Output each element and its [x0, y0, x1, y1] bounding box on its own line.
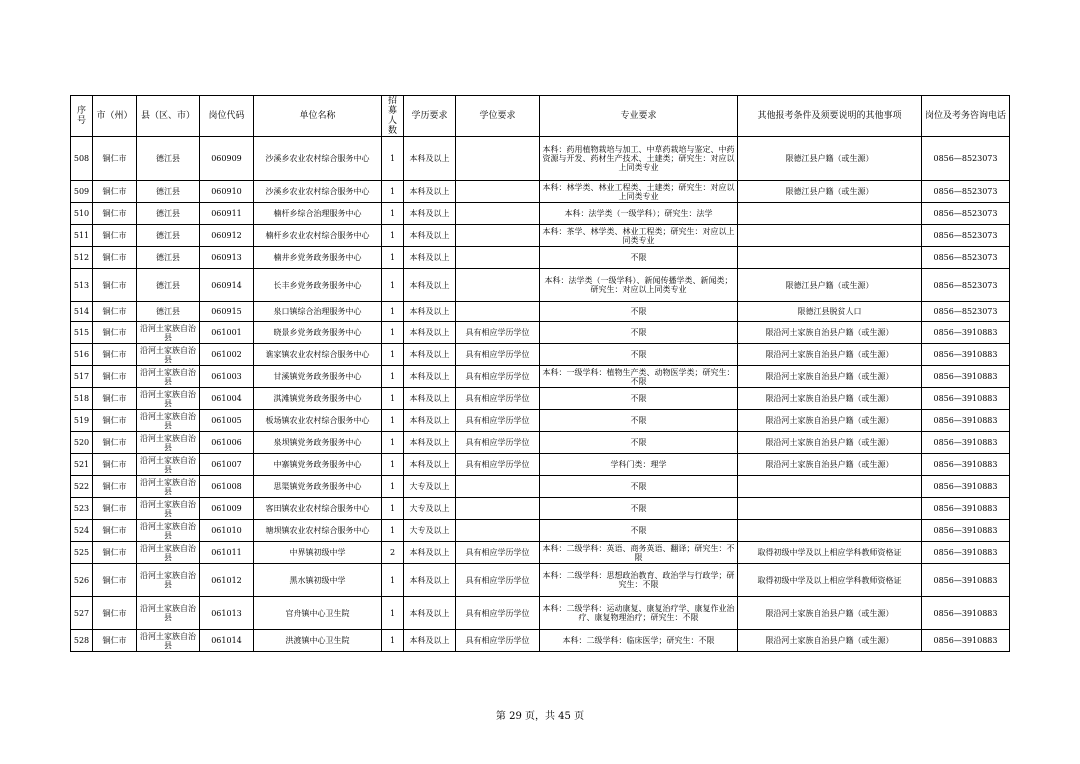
- cell-unit: 长丰乡党务政务服务中心: [254, 269, 382, 302]
- table-row: [71, 366, 1010, 388]
- cell-degree: 具有相应学历学位: [456, 344, 540, 366]
- cell-major: 本科：药用植物栽培与加工、中草药栽培与鉴定、中药资源与开发、药材生产技术、土建类；研究生：对应以上同类专业: [540, 137, 738, 181]
- cell-degree: [456, 203, 540, 225]
- cell-degree: [456, 247, 540, 269]
- cell-county: 德江县: [137, 247, 200, 269]
- cell-unit: 官舟镇中心卫生院: [254, 597, 382, 630]
- cell-city: 铜仁市: [93, 454, 137, 476]
- cell-county: 德江县: [137, 203, 200, 225]
- cell-phone: 0856—8523073: [922, 302, 1010, 322]
- cell-county: 沿河土家族自治县: [137, 344, 200, 366]
- table-row: [71, 597, 1010, 630]
- cell-unit: 楠井乡党务政务服务中心: [254, 247, 382, 269]
- cell-num: 1: [382, 388, 404, 410]
- cell-other: 限沿河土家族自治县户籍（或生源）: [738, 322, 922, 344]
- cell-no: 508: [71, 137, 93, 181]
- cell-other: 限德江县户籍（或生源）: [738, 137, 922, 181]
- cell-degree: 具有相应学历学位: [456, 432, 540, 454]
- cell-county: 德江县: [137, 137, 200, 181]
- cell-num: 1: [382, 247, 404, 269]
- cell-unit: 中界镇初级中学: [254, 542, 382, 564]
- cell-city: 铜仁市: [93, 203, 137, 225]
- cell-county: 德江县: [137, 269, 200, 302]
- cell-other: 限沿河土家族自治县户籍（或生源）: [738, 366, 922, 388]
- cell-phone: 0856—3910883: [922, 454, 1010, 476]
- cell-edu: 本科及以上: [404, 344, 456, 366]
- cell-code: 060909: [200, 137, 254, 181]
- header-degree: 学位要求: [456, 96, 540, 137]
- cell-phone: 0856—8523073: [922, 269, 1010, 302]
- cell-code: 061005: [200, 410, 254, 432]
- table-row: [71, 410, 1010, 432]
- cell-county: 沿河土家族自治县: [137, 454, 200, 476]
- cell-phone: 0856—8523073: [922, 247, 1010, 269]
- cell-phone: 0856—8523073: [922, 203, 1010, 225]
- cell-other: 限德江县脱贫人口: [738, 302, 922, 322]
- cell-other: [738, 203, 922, 225]
- cell-major: 不限: [540, 520, 738, 542]
- cell-phone: 0856—3910883: [922, 432, 1010, 454]
- cell-code: 061002: [200, 344, 254, 366]
- table-row: [71, 564, 1010, 597]
- cell-city: 铜仁市: [93, 520, 137, 542]
- cell-code: 061003: [200, 366, 254, 388]
- cell-edu: 本科及以上: [404, 388, 456, 410]
- cell-degree: 具有相应学历学位: [456, 630, 540, 652]
- cell-edu: 本科及以上: [404, 203, 456, 225]
- table-body: [71, 137, 1010, 652]
- cell-num: 1: [382, 366, 404, 388]
- cell-num: 1: [382, 137, 404, 181]
- cell-num: 1: [382, 203, 404, 225]
- cell-num: 1: [382, 322, 404, 344]
- cell-no: 519: [71, 410, 93, 432]
- cell-major: 本科：二级学科：英语、商务英语、翻译；研究生：不限: [540, 542, 738, 564]
- cell-unit: 甘溪镇党务政务服务中心: [254, 366, 382, 388]
- cell-code: 060914: [200, 269, 254, 302]
- table-row: [71, 542, 1010, 564]
- cell-degree: 具有相应学历学位: [456, 542, 540, 564]
- cell-county: 沿河土家族自治县: [137, 630, 200, 652]
- cell-code: 061014: [200, 630, 254, 652]
- cell-other: [738, 498, 922, 520]
- cell-major: 学科门类：理学: [540, 454, 738, 476]
- cell-no: 520: [71, 432, 93, 454]
- cell-major: 不限: [540, 410, 738, 432]
- cell-edu: 本科及以上: [404, 564, 456, 597]
- header-num: 招募人数: [382, 96, 404, 137]
- cell-no: 526: [71, 564, 93, 597]
- cell-major: 不限: [540, 344, 738, 366]
- positions-table: [70, 95, 1010, 652]
- cell-no: 517: [71, 366, 93, 388]
- table-header-row: [71, 96, 1010, 137]
- cell-city: 铜仁市: [93, 597, 137, 630]
- cell-no: 511: [71, 225, 93, 247]
- cell-other: [738, 520, 922, 542]
- cell-phone: 0856—3910883: [922, 542, 1010, 564]
- cell-phone: 0856—3910883: [922, 597, 1010, 630]
- cell-county: 沿河土家族自治县: [137, 520, 200, 542]
- cell-phone: 0856—8523073: [922, 181, 1010, 203]
- cell-num: 1: [382, 225, 404, 247]
- cell-edu: 本科及以上: [404, 302, 456, 322]
- cell-unit: 晓景乡党务政务服务中心: [254, 322, 382, 344]
- cell-major: 本科：二级学科：临床医学；研究生：不限: [540, 630, 738, 652]
- cell-edu: 大专及以上: [404, 498, 456, 520]
- page-footer: 第 29 页，共 45 页: [495, 711, 585, 722]
- header-other: 其他报考条件及须要说明的其他事项: [738, 96, 922, 137]
- cell-other: [738, 247, 922, 269]
- cell-degree: [456, 498, 540, 520]
- cell-major: 本科：法学类（一级学科）、新闻传播学类、新闻类；研究生：对应以上同类专业: [540, 269, 738, 302]
- cell-city: 铜仁市: [93, 630, 137, 652]
- cell-county: 沿河土家族自治县: [137, 432, 200, 454]
- cell-no: 516: [71, 344, 93, 366]
- cell-degree: [456, 225, 540, 247]
- cell-city: 铜仁市: [93, 498, 137, 520]
- table-row: [71, 181, 1010, 203]
- cell-other: [738, 225, 922, 247]
- cell-unit: 楠杆乡农业农村综合服务中心: [254, 225, 382, 247]
- cell-major: 本科：法学类（一级学科）；研究生：法学: [540, 203, 738, 225]
- table-row: [71, 454, 1010, 476]
- cell-phone: 0856—3910883: [922, 520, 1010, 542]
- header-edu: 学历要求: [404, 96, 456, 137]
- cell-city: 铜仁市: [93, 269, 137, 302]
- cell-phone: 0856—3910883: [922, 344, 1010, 366]
- cell-num: 1: [382, 498, 404, 520]
- cell-edu: 本科及以上: [404, 366, 456, 388]
- table-row: [71, 247, 1010, 269]
- cell-city: 铜仁市: [93, 181, 137, 203]
- cell-code: 061008: [200, 476, 254, 498]
- cell-unit: 泉坝镇党务政务服务中心: [254, 432, 382, 454]
- cell-city: 铜仁市: [93, 542, 137, 564]
- cell-edu: 本科及以上: [404, 225, 456, 247]
- cell-unit: 泉口镇综合治理服务中心: [254, 302, 382, 322]
- cell-edu: 大专及以上: [404, 476, 456, 498]
- cell-no: 514: [71, 302, 93, 322]
- cell-other: 限沿河土家族自治县户籍（或生源）: [738, 630, 922, 652]
- cell-county: 沿河土家族自治县: [137, 388, 200, 410]
- cell-county: 沿河土家族自治县: [137, 498, 200, 520]
- cell-city: 铜仁市: [93, 366, 137, 388]
- cell-city: 铜仁市: [93, 410, 137, 432]
- cell-city: 铜仁市: [93, 322, 137, 344]
- cell-num: 1: [382, 476, 404, 498]
- header-city: 市（州）: [93, 96, 137, 137]
- cell-code: 060915: [200, 302, 254, 322]
- cell-other: 限德江县户籍（或生源）: [738, 181, 922, 203]
- cell-city: 铜仁市: [93, 432, 137, 454]
- cell-other: 限沿河土家族自治县户籍（或生源）: [738, 410, 922, 432]
- table-row: [71, 388, 1010, 410]
- table-row: [71, 203, 1010, 225]
- cell-degree: 具有相应学历学位: [456, 454, 540, 476]
- cell-degree: [456, 302, 540, 322]
- cell-major: 不限: [540, 247, 738, 269]
- cell-county: 德江县: [137, 181, 200, 203]
- cell-code: 060911: [200, 203, 254, 225]
- cell-num: 1: [382, 181, 404, 203]
- cell-phone: 0856—3910883: [922, 630, 1010, 652]
- cell-major: 本科：茶学、林学类、林业工程类；研究生：对应以上同类专业: [540, 225, 738, 247]
- cell-other: 取得初级中学及以上相应学科教师资格证: [738, 564, 922, 597]
- cell-county: 沿河土家族自治县: [137, 597, 200, 630]
- cell-no: 522: [71, 476, 93, 498]
- cell-edu: 本科及以上: [404, 542, 456, 564]
- cell-other: 限沿河土家族自治县户籍（或生源）: [738, 388, 922, 410]
- header-county: 县（区、市）: [137, 96, 200, 137]
- cell-no: 518: [71, 388, 93, 410]
- cell-county: 德江县: [137, 225, 200, 247]
- header-unit: 单位名称: [254, 96, 382, 137]
- cell-other: 限沿河土家族自治县户籍（或生源）: [738, 432, 922, 454]
- cell-major: 不限: [540, 388, 738, 410]
- cell-no: 513: [71, 269, 93, 302]
- cell-phone: 0856—3910883: [922, 366, 1010, 388]
- header-no: 序号: [71, 96, 93, 137]
- cell-no: 512: [71, 247, 93, 269]
- table-row: [71, 137, 1010, 181]
- cell-county: 沿河土家族自治县: [137, 322, 200, 344]
- cell-code: 060910: [200, 181, 254, 203]
- cell-other: 取得初级中学及以上相应学科教师资格证: [738, 542, 922, 564]
- cell-other: [738, 476, 922, 498]
- cell-degree: [456, 181, 540, 203]
- cell-unit: 中寨镇党务政务服务中心: [254, 454, 382, 476]
- cell-city: 铜仁市: [93, 476, 137, 498]
- cell-degree: [456, 476, 540, 498]
- cell-major: 不限: [540, 322, 738, 344]
- cell-edu: 本科及以上: [404, 137, 456, 181]
- table-row: [71, 225, 1010, 247]
- cell-code: 061009: [200, 498, 254, 520]
- cell-county: 德江县: [137, 302, 200, 322]
- cell-unit: 淇滩镇党务政务服务中心: [254, 388, 382, 410]
- cell-other: 限德江县户籍（或生源）: [738, 269, 922, 302]
- cell-edu: 本科及以上: [404, 247, 456, 269]
- header-major: 专业要求: [540, 96, 738, 137]
- cell-phone: 0856—8523073: [922, 137, 1010, 181]
- cell-unit: 黑水镇初级中学: [254, 564, 382, 597]
- cell-no: 510: [71, 203, 93, 225]
- cell-unit: 沙溪乡农业农村综合服务中心: [254, 137, 382, 181]
- cell-major: 不限: [540, 302, 738, 322]
- cell-code: 060912: [200, 225, 254, 247]
- cell-num: 2: [382, 542, 404, 564]
- table-row: [71, 498, 1010, 520]
- cell-phone: 0856—3910883: [922, 388, 1010, 410]
- header-code: 岗位代码: [200, 96, 254, 137]
- cell-edu: 本科及以上: [404, 322, 456, 344]
- cell-num: 1: [382, 410, 404, 432]
- cell-no: 527: [71, 597, 93, 630]
- cell-city: 铜仁市: [93, 302, 137, 322]
- cell-degree: 具有相应学历学位: [456, 322, 540, 344]
- cell-edu: 本科及以上: [404, 410, 456, 432]
- cell-no: 509: [71, 181, 93, 203]
- cell-unit: 客田镇农业农村综合服务中心: [254, 498, 382, 520]
- cell-code: 061007: [200, 454, 254, 476]
- cell-degree: 具有相应学历学位: [456, 564, 540, 597]
- cell-edu: 本科及以上: [404, 181, 456, 203]
- cell-major: 本科：一级学科：植物生产类、动物医学类；研究生：不限: [540, 366, 738, 388]
- cell-county: 沿河土家族自治县: [137, 564, 200, 597]
- cell-other: 限沿河土家族自治县户籍（或生源）: [738, 344, 922, 366]
- cell-no: 524: [71, 520, 93, 542]
- header-phone: 岗位及考务咨询电话: [922, 96, 1010, 137]
- cell-city: 铜仁市: [93, 225, 137, 247]
- cell-city: 铜仁市: [93, 137, 137, 181]
- cell-county: 沿河土家族自治县: [137, 366, 200, 388]
- table-row: [71, 344, 1010, 366]
- cell-code: 061004: [200, 388, 254, 410]
- cell-county: 沿河土家族自治县: [137, 410, 200, 432]
- cell-code: 060913: [200, 247, 254, 269]
- cell-code: 061011: [200, 542, 254, 564]
- cell-unit: 思渠镇党务政务服务中心: [254, 476, 382, 498]
- cell-county: 沿河土家族自治县: [137, 542, 200, 564]
- cell-edu: 大专及以上: [404, 520, 456, 542]
- cell-city: 铜仁市: [93, 564, 137, 597]
- cell-no: 525: [71, 542, 93, 564]
- cell-no: 523: [71, 498, 93, 520]
- cell-major: 本科：二级学科：运动康复、康复治疗学、康复作业治疗、康复物理治疗；研究生：不限: [540, 597, 738, 630]
- table-row: [71, 269, 1010, 302]
- cell-major: 本科：林学类、林业工程类、土建类；研究生：对应以上同类专业: [540, 181, 738, 203]
- cell-degree: [456, 520, 540, 542]
- cell-unit: 沙溪乡农业农村综合服务中心: [254, 181, 382, 203]
- table-row: [71, 302, 1010, 322]
- cell-no: 515: [71, 322, 93, 344]
- cell-num: 1: [382, 454, 404, 476]
- cell-degree: 具有相应学历学位: [456, 410, 540, 432]
- cell-num: 1: [382, 432, 404, 454]
- cell-major: 本科：二级学科：思想政治教育、政治学与行政学；研究生：不限: [540, 564, 738, 597]
- cell-other: 限沿河土家族自治县户籍（或生源）: [738, 597, 922, 630]
- cell-phone: 0856—3910883: [922, 498, 1010, 520]
- cell-major: 不限: [540, 498, 738, 520]
- cell-unit: 洪渡镇中心卫生院: [254, 630, 382, 652]
- cell-degree: 具有相应学历学位: [456, 388, 540, 410]
- cell-code: 061001: [200, 322, 254, 344]
- cell-unit: 谯家镇农业农村综合服务中心: [254, 344, 382, 366]
- table-row: [71, 476, 1010, 498]
- cell-num: 1: [382, 302, 404, 322]
- table-row: [71, 630, 1010, 652]
- cell-major: 不限: [540, 432, 738, 454]
- cell-edu: 本科及以上: [404, 269, 456, 302]
- cell-edu: 本科及以上: [404, 597, 456, 630]
- cell-degree: [456, 269, 540, 302]
- cell-major: 不限: [540, 476, 738, 498]
- cell-code: 061006: [200, 432, 254, 454]
- cell-num: 1: [382, 269, 404, 302]
- cell-num: 1: [382, 564, 404, 597]
- cell-phone: 0856—3910883: [922, 476, 1010, 498]
- table-row: [71, 322, 1010, 344]
- cell-num: 1: [382, 597, 404, 630]
- cell-num: 1: [382, 344, 404, 366]
- cell-unit: 板场镇农业农村综合服务中心: [254, 410, 382, 432]
- cell-degree: 具有相应学历学位: [456, 597, 540, 630]
- cell-code: 061012: [200, 564, 254, 597]
- cell-phone: 0856—3910883: [922, 564, 1010, 597]
- table-row: [71, 432, 1010, 454]
- cell-county: 沿河土家族自治县: [137, 476, 200, 498]
- cell-edu: 本科及以上: [404, 454, 456, 476]
- table-row: [71, 520, 1010, 542]
- cell-edu: 本科及以上: [404, 432, 456, 454]
- cell-city: 铜仁市: [93, 247, 137, 269]
- cell-code: 061010: [200, 520, 254, 542]
- cell-num: 1: [382, 630, 404, 652]
- cell-edu: 本科及以上: [404, 630, 456, 652]
- cell-code: 061013: [200, 597, 254, 630]
- cell-unit: 楠杆乡综合治理服务中心: [254, 203, 382, 225]
- cell-city: 铜仁市: [93, 344, 137, 366]
- cell-phone: 0856—8523073: [922, 225, 1010, 247]
- cell-unit: 塘坝镇农业农村综合服务中心: [254, 520, 382, 542]
- cell-degree: 具有相应学历学位: [456, 366, 540, 388]
- cell-num: 1: [382, 520, 404, 542]
- cell-phone: 0856—3910883: [922, 410, 1010, 432]
- cell-no: 528: [71, 630, 93, 652]
- cell-degree: [456, 137, 540, 181]
- cell-city: 铜仁市: [93, 388, 137, 410]
- cell-no: 521: [71, 454, 93, 476]
- cell-other: 限沿河土家族自治县户籍（或生源）: [738, 454, 922, 476]
- cell-phone: 0856—3910883: [922, 322, 1010, 344]
